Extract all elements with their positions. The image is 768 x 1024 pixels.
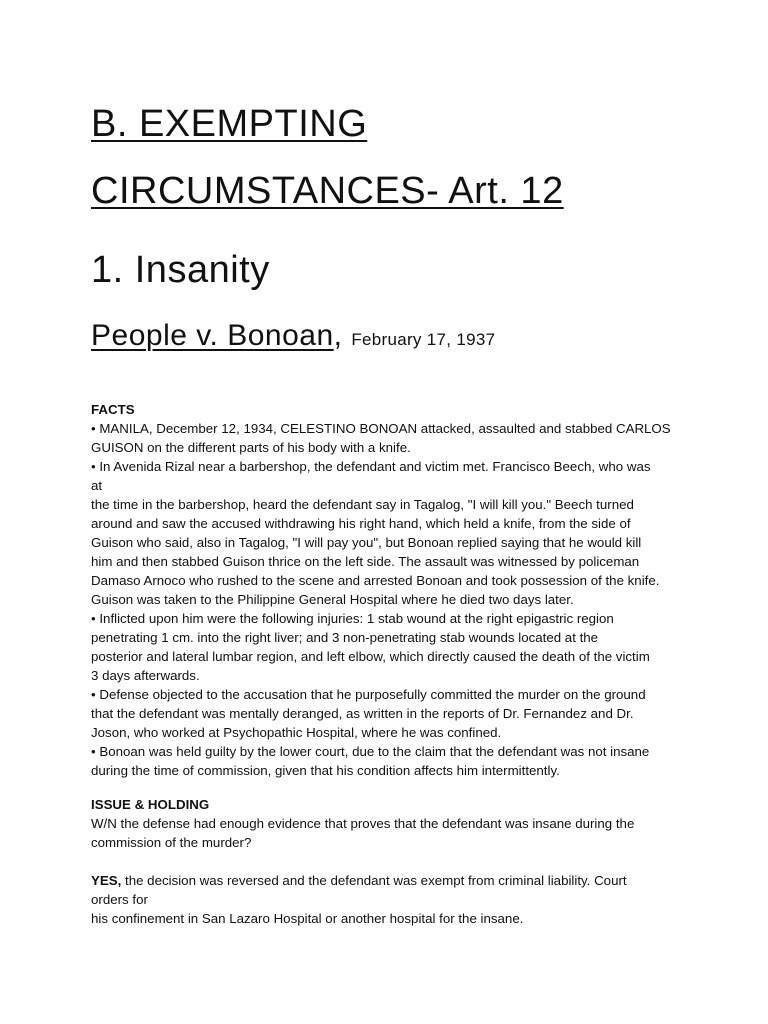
facts-line: • Defense objected to the accusation that he purposefully committed the murder on the ground	[91, 687, 646, 702]
facts-line: posterior and lateral lumbar region, and left elbow, which directly caused the death of the victim	[91, 649, 650, 664]
case-name: People v. Bonoan	[91, 319, 334, 352]
facts-line: • Inflicted upon him were the following injuries: 1 stab wound at the right epigastric region	[91, 611, 614, 626]
facts-line: that the defendant was mentally deranged, as written in the reports of Dr. Fernandez and Dr.	[91, 706, 634, 721]
title-text-2: CIRCUMSTANCES- Art. 12	[91, 170, 564, 212]
answer-label: YES,	[91, 873, 122, 888]
title-text-1: B. EXEMPTING	[91, 103, 368, 145]
facts-line: Guison who said, also in Tagalog, "I will pay you", but Bonoan replied saying that he would kill	[91, 535, 642, 550]
facts-line: • Bonoan was held guilty by the lower court, due to the claim that the defendant was not insane	[91, 744, 650, 759]
answer-line: his confinement in San Lazaro Hospital or another hospital for the insane.	[91, 911, 524, 926]
title-line-2	[91, 169, 564, 213]
facts-line: GUISON on the different parts of his body with a knife.	[91, 440, 411, 455]
issue-line: commission of the murder?	[91, 835, 252, 850]
answer-first-line	[91, 871, 681, 890]
facts-line: • In Avenida Rizal near a barbershop, the defendant and victim met. Francisco Beech, who was	[91, 459, 651, 474]
case-heading	[91, 318, 495, 358]
section-heading: 1. Insanity	[91, 249, 270, 291]
issue-line: W/N the defense had enough evidence that proves that the defendant was insane during the	[91, 816, 635, 831]
facts-line: Damaso Arnoco who rushed to the scene and arrested Bonoan and took possession of the knife.	[91, 573, 660, 588]
facts-line: Joson, who worked at Psychopathic Hospital, where he was confined.	[91, 725, 502, 740]
title-line-1	[91, 102, 367, 146]
answer-first-text: the decision was reversed and the defendant was exempt from criminal liability. Court	[121, 873, 627, 888]
answer-line: orders for	[91, 892, 148, 907]
facts-line: during the time of commission, given that his condition affects him intermittently.	[91, 763, 560, 778]
case-comma: ,	[333, 319, 343, 352]
facts-line: at	[91, 478, 103, 493]
facts-line: penetrating 1 cm. into the right liver; and 3 non-penetrating stab wounds located at the	[91, 630, 599, 645]
facts-section	[91, 400, 681, 780]
answer-section	[91, 871, 681, 928]
facts-line: him and then stabbed Guison thrice on the left side. The assault was witnessed by policeman	[91, 554, 640, 569]
issue-holding-section	[91, 795, 681, 852]
facts-line: the time in the barbershop, heard the defendant say in Tagalog, "I will kill you." Beech turned	[91, 497, 634, 512]
facts-line: • MANILA, December 12, 1934, CELESTINO BONOAN attacked, assaulted and stabbed CARLOS	[91, 421, 671, 436]
facts-line: Guison was taken to the Philippine General Hospital where he died two days later.	[91, 592, 574, 607]
facts-label: FACTS	[91, 402, 135, 417]
issue-holding-label: ISSUE & HOLDING	[91, 797, 210, 812]
facts-line: 3 days afterwards.	[91, 668, 200, 683]
case-date: February 17, 1937	[351, 330, 496, 349]
facts-line: around and saw the accused withdrawing his right hand, which held a knife, from the side of	[91, 516, 631, 531]
